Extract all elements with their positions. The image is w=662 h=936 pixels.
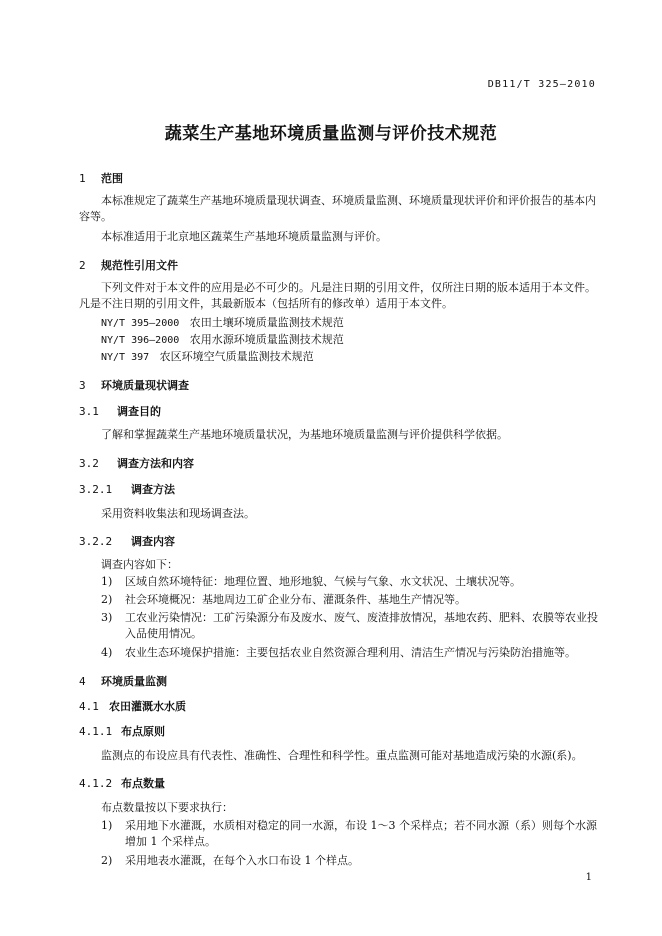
section-3-heading: 3 环境质量现状调查 (79, 379, 189, 392)
section-1-paragraph-2: 本标准适用于北京地区蔬菜生产基地环境质量监测与评价。 (101, 230, 387, 243)
section-4-1-heading: 4.1 农田灌溉水水质 (79, 700, 186, 713)
section-3-2-2-intro: 调查内容如下： (101, 558, 178, 571)
section-1-paragraph-1: 本标准规定了蔬菜生产基地环境质量现状调查、环境质量监测、环境质量现状评价和评价报告的基本内容等。 (79, 194, 596, 223)
section-4-1-1-paragraph: 监测点的布设应具有代表性、准确性、合理性和科学性。重点监测可能对基地造成污染的水源(系)。 (101, 749, 583, 762)
list-item-number: 3) (101, 611, 113, 624)
list-item-text: 社会环境概况：基地周边工矿企业分布、灌溉条件、基地生产情况等。 (125, 593, 466, 606)
section-3-2-2-heading: 3.2.2 调查内容 (79, 535, 175, 548)
list-item-text: 农业生态环境保护措施：主要包括农业自然资源合理利用、清洁生产情况与污染防治措施等。 (125, 646, 576, 659)
section-3-2-heading: 3.2 调查方法和内容 (79, 457, 194, 470)
reference-item: NY/T 396—2000 农用水源环境质量监测技术规范 (101, 333, 344, 346)
section-4-1-2-heading: 4.1.2 布点数量 (79, 777, 165, 790)
list-item-text: 区域自然环境特征：地理位置、地形地貌、气候与气象、水文状况、土壤状况等。 (125, 575, 521, 588)
list-item-number: 4) (101, 646, 113, 659)
section-2-heading: 2 规范性引用文件 (79, 259, 178, 272)
list-item-number: 1) (101, 575, 113, 588)
list-item-number: 2) (101, 854, 113, 867)
section-3-1-heading: 3.1 调查目的 (79, 405, 161, 418)
list-item-text: 采用地下水灌溉，水质相对稳定的同一水源，布设 1～3 个采样点；若不同水源（系）则每个水源增加 1 个采样点。 (125, 819, 597, 848)
section-4-heading: 4 环境质量监测 (79, 675, 167, 688)
reference-item: NY/T 395—2000 农田土壤环境质量监测技术规范 (101, 316, 344, 329)
section-4-1-2-intro: 布点数量按以下要求执行： (101, 801, 233, 814)
list-item-text: 采用地表水灌溉，在每个入水口布设 1 个样点。 (125, 854, 359, 867)
section-3-1-paragraph: 了解和掌握蔬菜生产基地环境质量状况，为基地环境质量监测与评价提供科学依据。 (101, 428, 508, 441)
section-1-heading: 1 范围 (79, 172, 123, 185)
document-title: 蔬菜生产基地环境质量监测与评价技术规范 (164, 124, 498, 144)
page-number: 1 (585, 872, 592, 883)
list-item-number: 1) (101, 819, 113, 832)
list-item-text: 工农业污染情况：工矿污染源分布及废水、废气、废渣排放情况，基地农药、肥料、农膜等农业投入品使用情况。 (125, 611, 598, 640)
standard-number: DB11/T 325—2010 (487, 79, 596, 90)
section-3-2-1-heading: 3.2.1 调查方法 (79, 483, 175, 496)
section-2-paragraph-1: 下列文件对于本文件的应用是必不可少的。凡是注日期的引用文件，仅所注日期的版本适用于本文件。凡是不注日期的引用文件，其最新版本（包括所有的修改单）适用于本文件。 (79, 281, 596, 310)
list-item-number: 2) (101, 593, 113, 606)
reference-item: NY/T 397 农区环境空气质量监测技术规范 (101, 350, 314, 363)
section-3-2-1-paragraph: 采用资料收集法和现场调查法。 (101, 507, 255, 520)
section-4-1-1-heading: 4.1.1 布点原则 (79, 725, 165, 738)
